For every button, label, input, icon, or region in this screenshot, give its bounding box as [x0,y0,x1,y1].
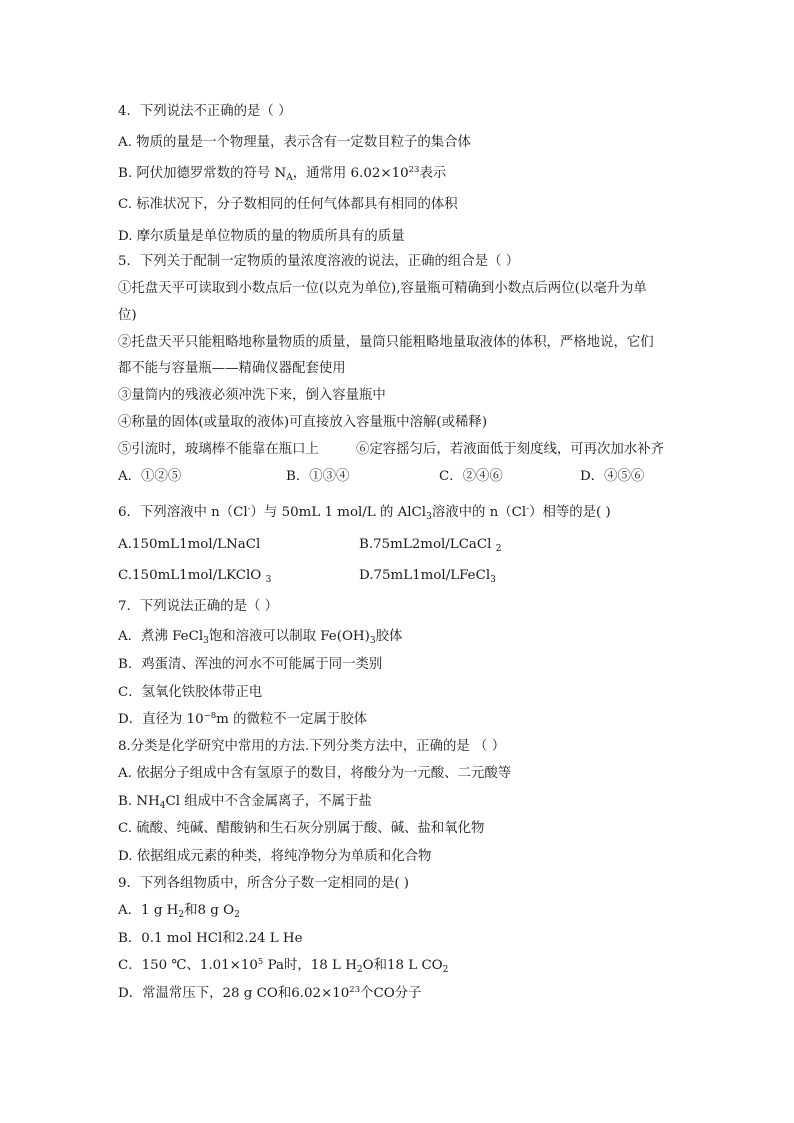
q4-option-b [118,165,446,183]
q6-option-b-text: B.75mL2mol/LCaCl [359,537,492,552]
q9-option-a [118,902,240,920]
q8-option-b [118,793,372,811]
q7-option-d [118,711,367,729]
q9-option-c-mid-2: O和18 L CO [362,958,443,973]
q5-statement-5: ⑤引流时，玻璃棒不能靠在瓶口上 [118,442,319,457]
q6-stem-sup-2: - [526,504,530,514]
q8-option-b-end: Cl 组成中不含金属离子，不属于盐 [165,794,372,809]
q9-option-c-sub-2: 2 [442,965,449,975]
q7-option-a-mid: 饱和溶液可以制取 Fe(OH) [208,629,370,644]
q7-option-a-sub-1: 3 [203,636,209,646]
q5-statement-3: ③量筒内的残液必须冲洗下来，倒入容量瓶中 [118,388,386,403]
q5-statement-2-cont: 都不能与容量瓶——精确仪器配套使用 [118,361,346,376]
q7-option-d-end: m 的微粒不一定属于胶体 [216,712,368,727]
q7-stem: 7．下列说法正确的是（ ） [118,599,279,614]
q5-option-a: A．①②⑤ [118,469,182,484]
q4-option-b-mid: ，通常用 6.02×10 [292,166,409,181]
q4-option-c: C. 标准状况下，分子数相同的任何气体都具有相同的体积 [118,197,458,212]
q6-option-d [359,567,496,585]
q9-option-d-text: D．常温常压下，28 g CO和6.02×10 [118,986,350,1001]
q5-statement-4: ④称量的固体(或量取的液体)可直接放入容量瓶中溶解(或稀释) [118,415,488,430]
q6-option-d-sub: 3 [490,575,496,585]
q6-option-b-sub: 2 [495,544,502,554]
q6-option-a: A.150mL1mol/LNaCl [118,537,261,552]
q6-stem-sup-1: - [247,504,251,514]
q5-statement-1-cont: 位) [118,308,137,323]
q9-option-d-sup: 23 [349,985,361,995]
q7-option-b: B．鸡蛋清、浑浊的河水不可能属于同一类别 [118,657,383,672]
q5-statement-6: ⑥定容摇匀后，若液面低于刻度线，可再次加水补齐 [356,442,664,457]
q4-option-b-text: B. 阿伏加德罗常数的符号 N [118,166,287,181]
q8-option-d: D. 依据组成元素的种类，将纯净物分为单质和化合物 [118,849,432,864]
q7-option-c: C．氢氧化铁胶体带正电 [118,685,263,700]
q6-stem-mid-2: 溶液中的 n（Cl [431,505,527,520]
q6-option-c [118,567,271,585]
q9-option-c-text: C．150 ℃、1.01×10 [118,958,258,973]
q5-statement-1: ①托盘天平可读取到小数点后一位(以克为单位),容量瓶可精确到小数点后两位(以毫升为单 [118,281,647,296]
q9-option-d [118,985,422,1003]
q8-stem: 8.分类是化学研究中常用的方法.下列分类方法中，正确的是 （ ） [118,739,506,754]
q6-stem-text: 6．下列溶液中 n（Cl [118,505,248,520]
q9-stem: 9．下列各组物质中，所含分子数一定相同的是( ) [118,876,410,891]
q5-option-d: D．④⑤⑥ [580,469,645,484]
q9-option-a-mid: 和8 g O [184,903,235,918]
q4-stem: 4．下列说法不正确的是（ ） [118,104,292,119]
q7-option-a-sub-2: 3 [369,636,376,646]
q8-option-a: A. 依据分子组成中含有氢原子的数目，将酸分为一元酸、二元酸等 [118,766,512,781]
q4-option-b-end: 表示 [419,166,447,181]
q9-option-c-sup: 5 [257,957,264,967]
q4-option-b-sub: A [286,173,293,183]
q7-option-a-text: A．煮沸 FeCl [118,629,204,644]
q7-option-d-sup: −8 [203,711,217,721]
q4-option-a: A. 物质的量是一个物理量，表示含有一定数目粒子的集合体 [118,135,471,150]
q5-option-c: C．②④⑥ [439,469,503,484]
q6-stem-mid: ）与 50mL 1 mol/L 的 AlCl [250,505,427,520]
q8-option-c: C. 硫酸、纯碱、醋酸钠和生石灰分别属于酸、碱、盐和氧化物 [118,821,485,836]
q6-option-b [359,536,501,554]
q5-statement-2: ②托盘天平只能粗略地称量物质的质量，量筒只能粗略地量取液体的体积，严格地说，它们 [118,335,654,350]
q6-option-c-text: C.150mL1mol/LKClO [118,568,262,583]
q4-option-d: D. 摩尔质量是单位物质的量的物质所具有的质量 [118,229,405,244]
q6-option-c-sub: 3 [265,575,272,585]
q6-stem [118,504,611,522]
q4-option-b-sup: 23 [408,165,420,175]
q8-option-b-sub: 4 [159,801,166,811]
q9-option-d-end: 个CO分子 [360,986,422,1001]
q9-option-c-mid: Pa时，18 L H [263,958,357,973]
q9-option-c [118,957,448,975]
q8-option-b-text: B. NH [118,794,160,809]
q9-option-a-sub-2: 2 [234,910,240,920]
q6-option-d-text: D.75mL1mol/LFeCl [359,568,491,583]
q5-stem: 5．下列关于配制一定物质的量浓度溶液的说法，正确的组合是（ ） [118,254,520,269]
q7-option-a [118,628,402,646]
q9-option-a-text: A．1 g H [118,903,179,918]
q6-stem-sub: 3 [426,512,432,522]
q7-option-d-text: D．直径为 10 [118,712,204,727]
q5-option-b: B．①③④ [286,469,350,484]
q7-option-a-end: 胶体 [375,629,403,644]
q9-option-c-sub-1: 2 [356,965,363,975]
q6-stem-end: ）相等的是( ) [529,505,611,520]
q9-option-b: B．0.1 mol HCl和2.24 L He [118,931,303,946]
q9-option-a-sub-1: 2 [178,910,185,920]
